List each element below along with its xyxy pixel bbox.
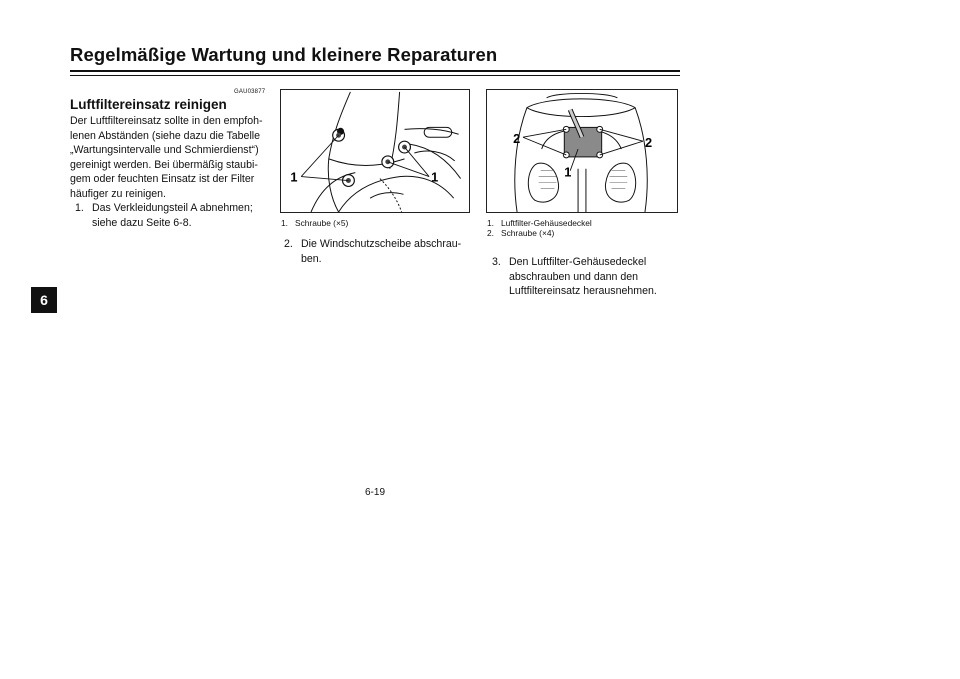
callout-1-right: 1 xyxy=(431,169,439,185)
page-title: Regelmäßige Wartung und kleinere Reparaturen xyxy=(70,44,498,65)
callout-1: 1 xyxy=(564,164,572,180)
step-line: ben. xyxy=(301,252,322,265)
callout-1-left: 1 xyxy=(290,169,298,185)
step-number: 3. xyxy=(492,256,501,268)
caption-number: 1. xyxy=(487,218,494,228)
intro-line: häufiger zu reinigen. xyxy=(70,187,166,200)
figure-airfilter-housing xyxy=(486,89,678,213)
caption-text: Luftfilter-Gehäusedeckel xyxy=(501,218,592,228)
airfilter-illustration xyxy=(487,90,677,212)
windshield-illustration xyxy=(281,90,469,212)
intro-line: Der Luftfiltereinsatz sollte in den empfoh- xyxy=(70,115,263,127)
figure-windshield-screws xyxy=(280,89,470,213)
caption-number: 1. xyxy=(281,218,288,228)
doc-code: GAU03877 xyxy=(234,89,266,95)
intro-line: lenen Abständen (siehe dazu die Tabelle xyxy=(70,129,261,142)
page-number: 6-19 xyxy=(364,487,385,498)
caption-text: Schraube (×5) xyxy=(295,218,349,228)
step-3 xyxy=(492,255,682,300)
step-1 xyxy=(75,201,275,231)
step-line: Das Verkleidungsteil A abnehmen; xyxy=(92,202,253,214)
chapter-tab: 6 xyxy=(31,287,57,313)
section-title: Luftfiltereinsatz reinigen xyxy=(70,97,227,112)
intro-line: gereinigt werden. Bei übermäßig staubi- xyxy=(70,158,258,171)
step-line: Luftfiltereinsatz herausnehmen. xyxy=(509,285,657,297)
step-number: 1. xyxy=(75,202,84,214)
intro-paragraph xyxy=(70,114,268,201)
step-2 xyxy=(284,237,474,267)
header-rule-thick xyxy=(70,70,680,72)
callout-2-left: 2 xyxy=(513,131,521,147)
step-line: Die Windschutzscheibe abschrau- xyxy=(301,238,462,250)
header-rule-thin xyxy=(70,75,680,76)
intro-line: „Wartungsintervalle und Schmierdienst“) xyxy=(70,144,259,156)
figure2-caption xyxy=(487,219,592,238)
figure1-caption xyxy=(281,219,348,229)
caption-text: Schraube (×4) xyxy=(501,227,555,238)
step-line: Den Luftfilter-Gehäusedeckel xyxy=(509,256,647,268)
caption-number: 2. xyxy=(487,227,494,238)
step-number: 2. xyxy=(284,238,293,250)
step-line: abschrauben und dann den xyxy=(509,270,639,283)
step-line: siehe dazu Seite 6-8. xyxy=(92,216,192,229)
callout-2-right: 2 xyxy=(644,135,653,151)
intro-line: gem oder feuchten Einsatz ist der Filter xyxy=(70,173,255,185)
